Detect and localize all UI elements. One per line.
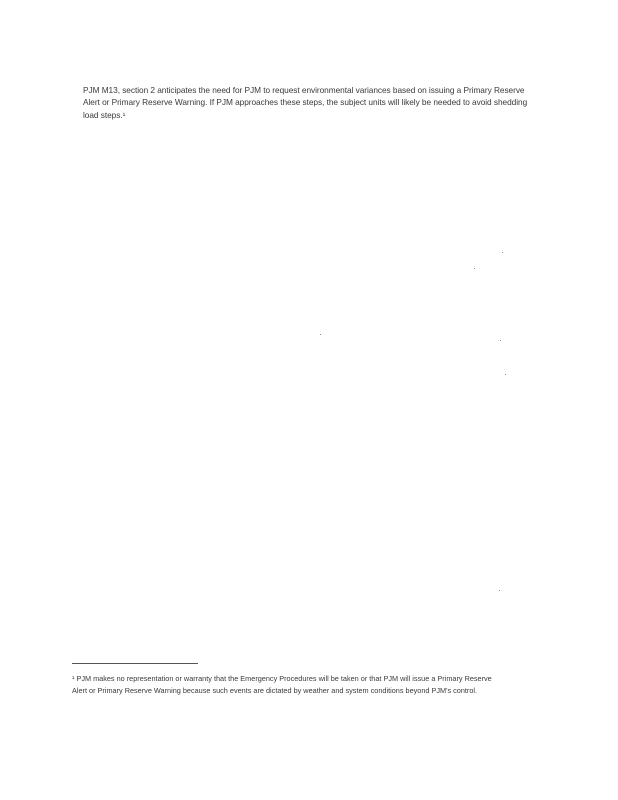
scan-speck	[320, 334, 321, 335]
body-line: load steps.¹	[83, 109, 126, 120]
scan-speck	[500, 340, 501, 341]
scan-speck	[474, 268, 475, 269]
scan-speck	[502, 252, 503, 253]
footnote-separator	[72, 663, 198, 664]
scan-speck	[505, 374, 506, 375]
footnote-line: ¹ PJM makes no representation or warranty that the Emergency Procedures will be taken or that PJM will issue a Primary Reserve	[72, 674, 492, 683]
footnote-line: Alert or Primary Reserve Warning because such events are dictated by weather and system conditions beyond PJM's control.	[72, 685, 478, 695]
scan-speck	[499, 590, 500, 591]
body-paragraph	[83, 84, 553, 121]
body-line: Alert or Primary Reserve Warning. If PJM approaches these steps, the subject units will likely be needed to avoid shedding	[83, 97, 528, 108]
footnote	[72, 673, 542, 696]
body-line: PJM M13, section 2 anticipates the need for PJM to request environmental variances based on issuing a Primary Reserve	[83, 85, 525, 95]
